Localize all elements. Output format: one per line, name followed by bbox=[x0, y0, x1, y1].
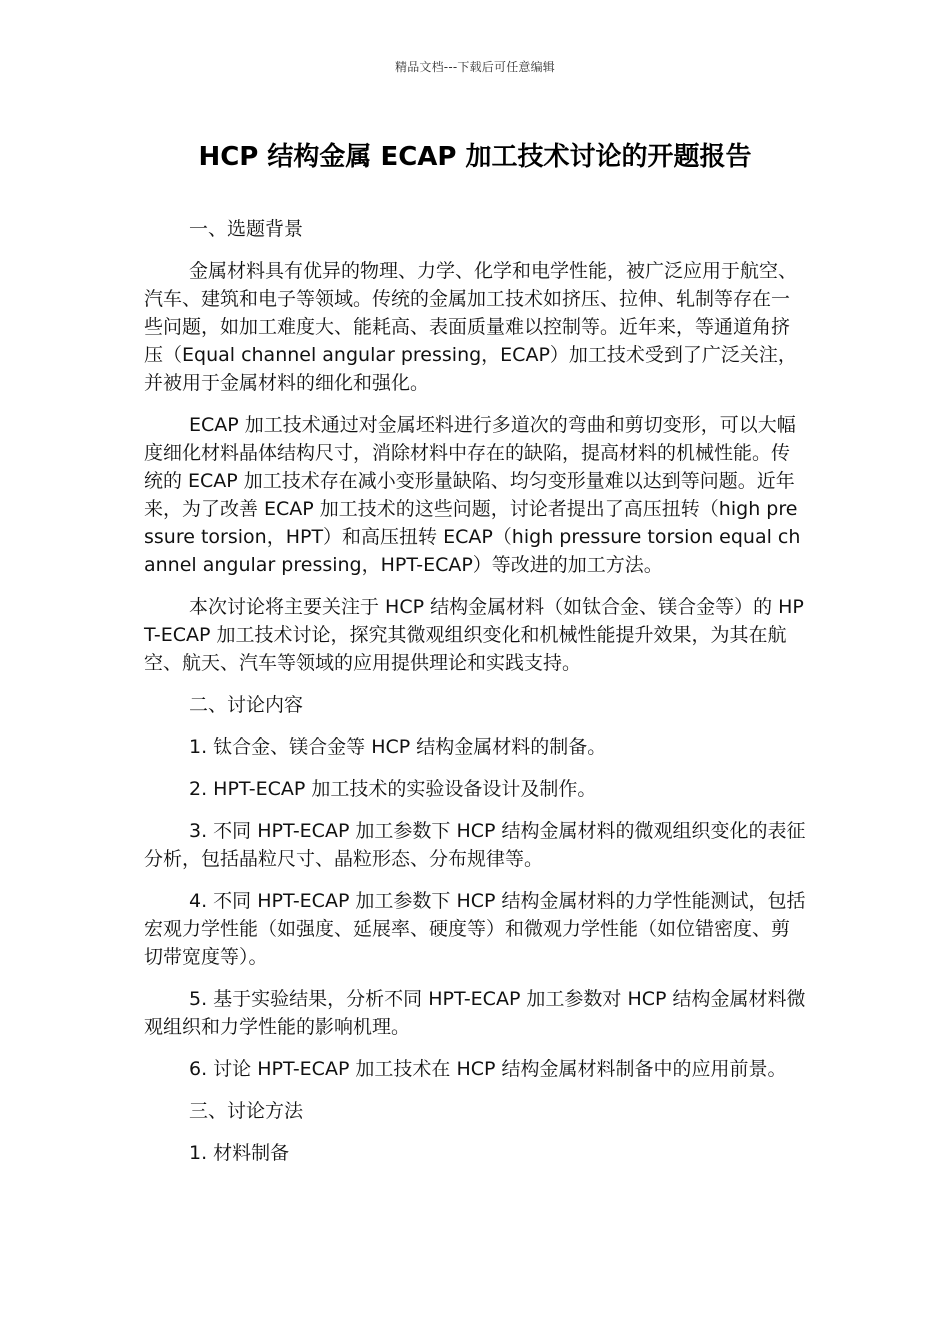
list-item: 5. 基于实验结果，分析不同 HPT-ECAP 加工参数对 HCP 结构金属材料微观组织和力学性能的影响机理。 bbox=[144, 988, 806, 1038]
paragraph: ECAP 加工技术通过对金属坯料进行多道次的弯曲和剪切变形，可以大幅度细化材料晶体结构尺寸，消除材料中存在的缺陷，提高材料的机械性能。传统的 ECAP 加工技术存在减小变形量缺陷、均匀变形量难以达到等问题。近年来，为了改善 ECAP 加工技术的这些问题，讨论者提出了高压扭转（high pressure torsion，HPT）和高压扭转 ECAP（high pressure torsion equal channel angular pressing，HPT-ECAP）等改进的加工方法。 bbox=[144, 414, 801, 576]
section-heading-method: 三、讨论方法 bbox=[189, 1100, 304, 1122]
list-item: 6. 讨论 HPT-ECAP 加工技术在 HCP 结构金属材料制备中的应用前景。 bbox=[189, 1058, 787, 1080]
section-heading-background: 一、选题背景 bbox=[189, 218, 304, 240]
page-header: 精品文档---下载后可任意编辑 bbox=[395, 60, 555, 74]
document-title: HCP 结构金属 ECAP 加工技术讨论的开题报告 bbox=[198, 142, 752, 172]
list-item: 3. 不同 HPT-ECAP 加工参数下 HCP 结构金属材料的微观组织变化的表征分析，包括晶粒尺寸、晶粒形态、分布规律等。 bbox=[144, 820, 806, 870]
list-item: 1. 材料制备 bbox=[189, 1142, 290, 1164]
list-item: 1. 钛合金、镁合金等 HCP 结构金属材料的制备。 bbox=[189, 736, 607, 758]
paragraph: 金属材料具有优异的物理、力学、化学和电学性能，被广泛应用于航空、汽车、建筑和电子等领域。传统的金属加工技术如挤压、拉伸、轧制等存在一些问题，如加工难度大、能耗高、表面质量难以控制等。近年来，等通道角挤压（Equal channel angular pressing，ECAP）加工技术受到了广泛关注，并被用于金属材料的细化和强化。 bbox=[144, 260, 798, 394]
section-heading-content: 二、讨论内容 bbox=[189, 694, 304, 716]
list-item: 2. HPT-ECAP 加工技术的实验设备设计及制作。 bbox=[189, 778, 597, 800]
list-item: 4. 不同 HPT-ECAP 加工参数下 HCP 结构金属材料的力学性能测试，包括宏观力学性能（如强度、延展率、硬度等）和微观力学性能（如位错密度、剪切带宽度等）。 bbox=[144, 890, 806, 968]
paragraph: 本次讨论将主要关注于 HCP 结构金属材料（如钛合金、镁合金等）的 HPT-ECAP 加工技术讨论，探究其微观组织变化和机械性能提升效果，为其在航空、航天、汽车等领域的应用提供理论和实践支持。 bbox=[144, 596, 804, 674]
document-body bbox=[144, 215, 806, 1181]
